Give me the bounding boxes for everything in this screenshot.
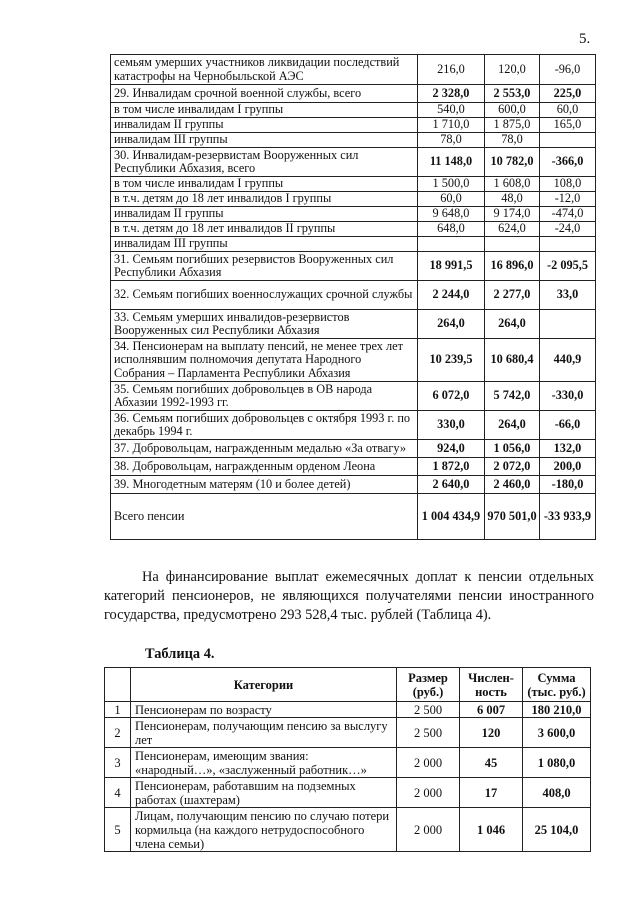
value-2024: 48,0 [485, 192, 540, 207]
value-change: 33,0 [540, 281, 596, 310]
table-row [111, 237, 596, 252]
table-row [111, 339, 596, 382]
row-category: Пенсионерам, получающим пенсию за выслугу лет [131, 718, 397, 748]
value-2024: 264,0 [485, 411, 540, 440]
value-2024: 2 553,0 [485, 85, 540, 103]
row-count: 6 007 [460, 702, 523, 718]
financing-paragraph: На финансирование выплат ежемесячных доплат к пенсии отдельных категорий пенсионеров, не являющихся получателями пенсии иностранного государства, предусмотрено 293 528,4 тыс. рублей (Таблица 4). [104, 569, 594, 623]
table-row [111, 382, 596, 411]
value-2023: 540,0 [418, 103, 485, 118]
value-2023: 216,0 [418, 55, 485, 85]
table-row [111, 411, 596, 440]
row-label: в т.ч. детям до 18 лет инвалидов I группы [111, 192, 418, 207]
row-label: в том числе инвалидам I группы [111, 177, 418, 192]
table4-header-category: Категории [131, 668, 397, 702]
row-size: 2 500 [397, 702, 460, 718]
table-row [111, 118, 596, 133]
value-2024: 16 896,0 [485, 252, 540, 281]
table4-caption: Таблица 4. [145, 646, 215, 662]
table4-header-sum: Сумма (тыс. руб.) [523, 668, 591, 702]
table-row [111, 55, 596, 85]
value-change: -180,0 [540, 476, 596, 494]
value-2024: 600,0 [485, 103, 540, 118]
table4-row [105, 718, 591, 748]
value-2023: 11 148,0 [418, 148, 485, 177]
value-2023: 648,0 [418, 222, 485, 237]
page-number: 5. [579, 31, 591, 47]
table-row [111, 222, 596, 237]
table-row [111, 103, 596, 118]
row-label: 39. Многодетным матерям (10 и более детей) [111, 476, 418, 494]
total-row [111, 494, 596, 540]
total-label: Всего пенсии [111, 494, 418, 540]
value-change: 132,0 [540, 440, 596, 458]
row-sum: 180 210,0 [523, 702, 591, 718]
value-2023: 60,0 [418, 192, 485, 207]
value-2024: 120,0 [485, 55, 540, 85]
row-category: Пенсионерам, имеющим звания: «народный…», «заслуженный работник…» [131, 748, 397, 778]
row-size: 2 000 [397, 808, 460, 852]
value-2024: 2 460,0 [485, 476, 540, 494]
row-label: семьям умерших участников ликвидации последствий катастрофы на Чернобыльской АЭС [111, 55, 418, 85]
row-label: 34. Пенсионерам на выплату пенсий, не менее трех лет исполнявшим полномочия депутата Народного Собрания – Парламента Республики Абхазия [111, 339, 418, 382]
row-size: 2 000 [397, 748, 460, 778]
table-row [111, 85, 596, 103]
table4-row [105, 748, 591, 778]
value-change: 165,0 [540, 118, 596, 133]
row-label: инвалидам II группы [111, 118, 418, 133]
row-label: 37. Добровольцам, награжденным медалью «За отвагу» [111, 440, 418, 458]
value-change: 440,9 [540, 339, 596, 382]
row-label: 29. Инвалидам срочной военной службы, всего [111, 85, 418, 103]
value-2023: 2 328,0 [418, 85, 485, 103]
table-row [111, 310, 596, 339]
table-row [111, 252, 596, 281]
row-size: 2 500 [397, 718, 460, 748]
value-2024: 10 782,0 [485, 148, 540, 177]
table4-header-num [105, 668, 131, 702]
row-count: 45 [460, 748, 523, 778]
row-label: инвалидам III группы [111, 237, 418, 252]
total-value-2024: 970 501,0 [485, 494, 540, 540]
table-row [111, 458, 596, 476]
row-number: 5 [105, 808, 131, 852]
table4-row [105, 778, 591, 808]
value-change: -366,0 [540, 148, 596, 177]
row-label: 36. Семьям погибших добровольцев с октября 1993 г. по декабрь 1994 г. [111, 411, 418, 440]
row-label: в т.ч. детям до 18 лет инвалидов II группы [111, 222, 418, 237]
value-2024: 2 072,0 [485, 458, 540, 476]
value-change: -66,0 [540, 411, 596, 440]
value-2024: 1 056,0 [485, 440, 540, 458]
row-number: 2 [105, 718, 131, 748]
value-2024: 264,0 [485, 310, 540, 339]
row-number: 1 [105, 702, 131, 718]
value-2023 [418, 237, 485, 252]
value-change [540, 310, 596, 339]
value-change: 200,0 [540, 458, 596, 476]
total-value-2023: 1 004 434,9 [418, 494, 485, 540]
value-2023: 2 640,0 [418, 476, 485, 494]
value-change: -96,0 [540, 55, 596, 85]
row-label: 38. Добровольцам, награжденным орденом Леона [111, 458, 418, 476]
row-label: 33. Семьям умерших инвалидов-резервистов Вооруженных сил Республики Абхазия [111, 310, 418, 339]
value-2023: 924,0 [418, 440, 485, 458]
row-category: Пенсионерам, работавшим на подземных работах (шахтерам) [131, 778, 397, 808]
row-sum: 408,0 [523, 778, 591, 808]
row-size: 2 000 [397, 778, 460, 808]
value-change: -24,0 [540, 222, 596, 237]
row-number: 3 [105, 748, 131, 778]
row-label: инвалидам II группы [111, 207, 418, 222]
value-2023: 1 500,0 [418, 177, 485, 192]
table-row [111, 148, 596, 177]
value-2023: 1 872,0 [418, 458, 485, 476]
table-row [111, 476, 596, 494]
row-label: инвалидам III группы [111, 133, 418, 148]
row-sum: 25 104,0 [523, 808, 591, 852]
table-row [111, 133, 596, 148]
table4-row [105, 808, 591, 852]
value-change: -2 095,5 [540, 252, 596, 281]
row-count: 1 046 [460, 808, 523, 852]
value-2023: 2 244,0 [418, 281, 485, 310]
value-change: 60,0 [540, 103, 596, 118]
table-row [111, 440, 596, 458]
total-value-change: -33 933,9 [540, 494, 596, 540]
table-row [111, 207, 596, 222]
value-2023: 264,0 [418, 310, 485, 339]
value-change: -330,0 [540, 382, 596, 411]
value-2023: 78,0 [418, 133, 485, 148]
table4-header-count: Числен-ность [460, 668, 523, 702]
row-sum: 3 600,0 [523, 718, 591, 748]
value-2024: 10 680,4 [485, 339, 540, 382]
value-2023: 18 991,5 [418, 252, 485, 281]
value-2023: 6 072,0 [418, 382, 485, 411]
value-2023: 330,0 [418, 411, 485, 440]
value-change: -474,0 [540, 207, 596, 222]
value-2024: 5 742,0 [485, 382, 540, 411]
row-label: 35. Семьям погибших добровольцев в ОВ народа Абхазии 1992-1993 гг. [111, 382, 418, 411]
value-2023: 10 239,5 [418, 339, 485, 382]
value-change [540, 133, 596, 148]
row-label: в том числе инвалидам I группы [111, 103, 418, 118]
value-change [540, 237, 596, 252]
row-count: 120 [460, 718, 523, 748]
table-row [111, 192, 596, 207]
row-label: 32. Семьям погибших военнослужащих срочной службы [111, 281, 418, 310]
table-row [111, 177, 596, 192]
value-2024: 1 608,0 [485, 177, 540, 192]
value-2024: 1 875,0 [485, 118, 540, 133]
row-category: Пенсионерам по возрасту [131, 702, 397, 718]
table-row [111, 281, 596, 310]
value-2024: 2 277,0 [485, 281, 540, 310]
value-2024: 9 174,0 [485, 207, 540, 222]
value-change: -12,0 [540, 192, 596, 207]
row-category: Лицам, получающим пенсию по случаю потери кормильца (на каждого нетрудоспособного члена семьи) [131, 808, 397, 852]
row-number: 4 [105, 778, 131, 808]
value-2024: 624,0 [485, 222, 540, 237]
table4-row [105, 702, 591, 718]
row-count: 17 [460, 778, 523, 808]
value-2023: 1 710,0 [418, 118, 485, 133]
table4 [104, 667, 591, 852]
value-change: 225,0 [540, 85, 596, 103]
row-label: 30. Инвалидам-резервистам Вооруженных сил Республики Абхазия, всего [111, 148, 418, 177]
value-2023: 9 648,0 [418, 207, 485, 222]
row-label: 31. Семьям погибших резервистов Вооруженных сил Республики Абхазия [111, 252, 418, 281]
row-sum: 1 080,0 [523, 748, 591, 778]
value-2024 [485, 237, 540, 252]
value-2024: 78,0 [485, 133, 540, 148]
table4-header-size: Размер (руб.) [397, 668, 460, 702]
value-change: 108,0 [540, 177, 596, 192]
pension-table [110, 54, 596, 540]
